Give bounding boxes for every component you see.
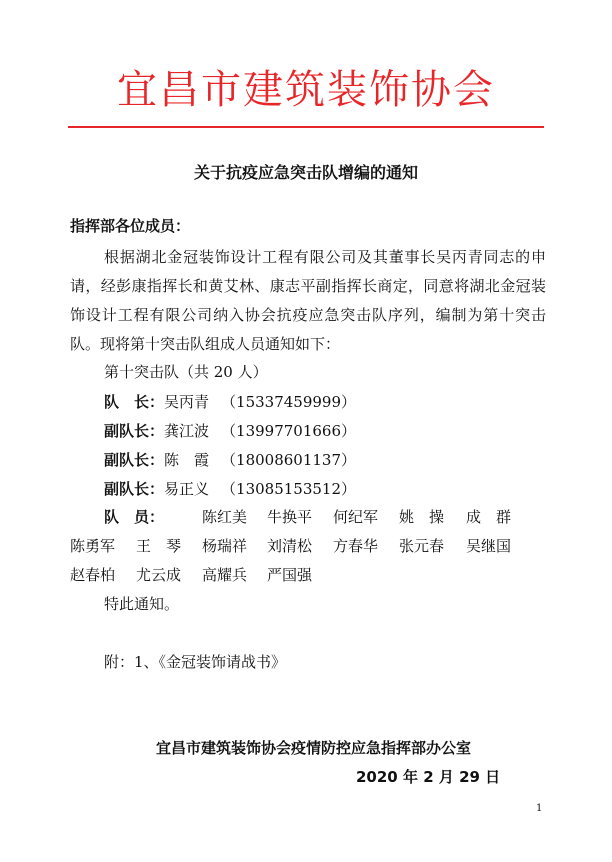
leader-role: 副队长：	[104, 422, 165, 440]
member-name: 杨瑞祥	[202, 537, 248, 555]
leader-role: 队 长：	[104, 393, 165, 411]
member-name: 张元春	[399, 537, 445, 555]
issue-date: 2020 年 2 月 29 日	[356, 768, 501, 786]
leader-phone: （15337459999）	[221, 393, 357, 411]
leader-phone: （18008601137）	[221, 451, 357, 469]
attachment-line: 附：1、《金冠装饰请战书》	[104, 653, 287, 671]
member-name: 刘清松	[267, 537, 313, 555]
members-row	[0, 564, 612, 584]
member-name: 方春华	[333, 537, 379, 555]
member-name: 何纪军	[333, 508, 379, 526]
leader-name: 吴丙青	[164, 393, 210, 411]
member-name: 赵春柏	[70, 566, 116, 584]
member-name: 王 琴	[136, 537, 182, 555]
closing-text: 特此通知。	[104, 595, 180, 613]
org-letterhead: 宜昌市建筑装饰协会	[117, 67, 495, 113]
team-heading: 第十突击队（共 20 人）	[104, 363, 268, 381]
leader-name: 易正义	[164, 480, 210, 498]
member-name: 陈勇军	[70, 537, 116, 555]
leader-phone: （13997701666）	[221, 422, 357, 440]
leader-row	[104, 478, 356, 499]
members-row	[0, 535, 612, 555]
leader-name: 陈 霞	[164, 451, 210, 469]
members-label: 队 员：	[104, 508, 165, 526]
leader-row	[104, 391, 356, 412]
leader-role: 副队长：	[104, 480, 165, 498]
member-name: 尤云成	[136, 566, 182, 584]
leader-row	[104, 420, 356, 441]
issuing-office: 宜昌市建筑装饰协会疫情防控应急指挥部办公室	[156, 739, 472, 757]
member-name: 陈红美	[202, 508, 248, 526]
leader-phone: （13085153512）	[221, 480, 357, 498]
leader-role: 副队长：	[104, 451, 165, 469]
leader-row	[104, 449, 356, 470]
member-name: 严国强	[267, 566, 313, 584]
leader-name: 龚江波	[164, 422, 210, 440]
letterhead-red-rule	[68, 126, 544, 128]
page-number: 1	[536, 803, 543, 814]
member-name: 姚 操	[399, 508, 445, 526]
member-name: 高耀兵	[202, 566, 248, 584]
salutation: 指挥部各位成员：	[70, 217, 191, 235]
member-name: 牛换平	[267, 508, 313, 526]
members-row	[0, 506, 612, 526]
notice-body: 根据湖北金冠装饰设计工程有限公司及其董事长吴丙青同志的申请，经彭康指挥长和黄艾林、康志平副指挥长商定，同意将湖北金冠装饰设计工程有限公司纳入协会抗疫应急突击队序列，编制为第十突击队。现将第十突击队组成人员通知如下：	[70, 248, 546, 353]
member-name: 吴继国	[466, 537, 512, 555]
member-name: 成 群	[466, 508, 512, 526]
notice-title: 关于抗疫应急突击队增编的通知	[193, 163, 418, 182]
